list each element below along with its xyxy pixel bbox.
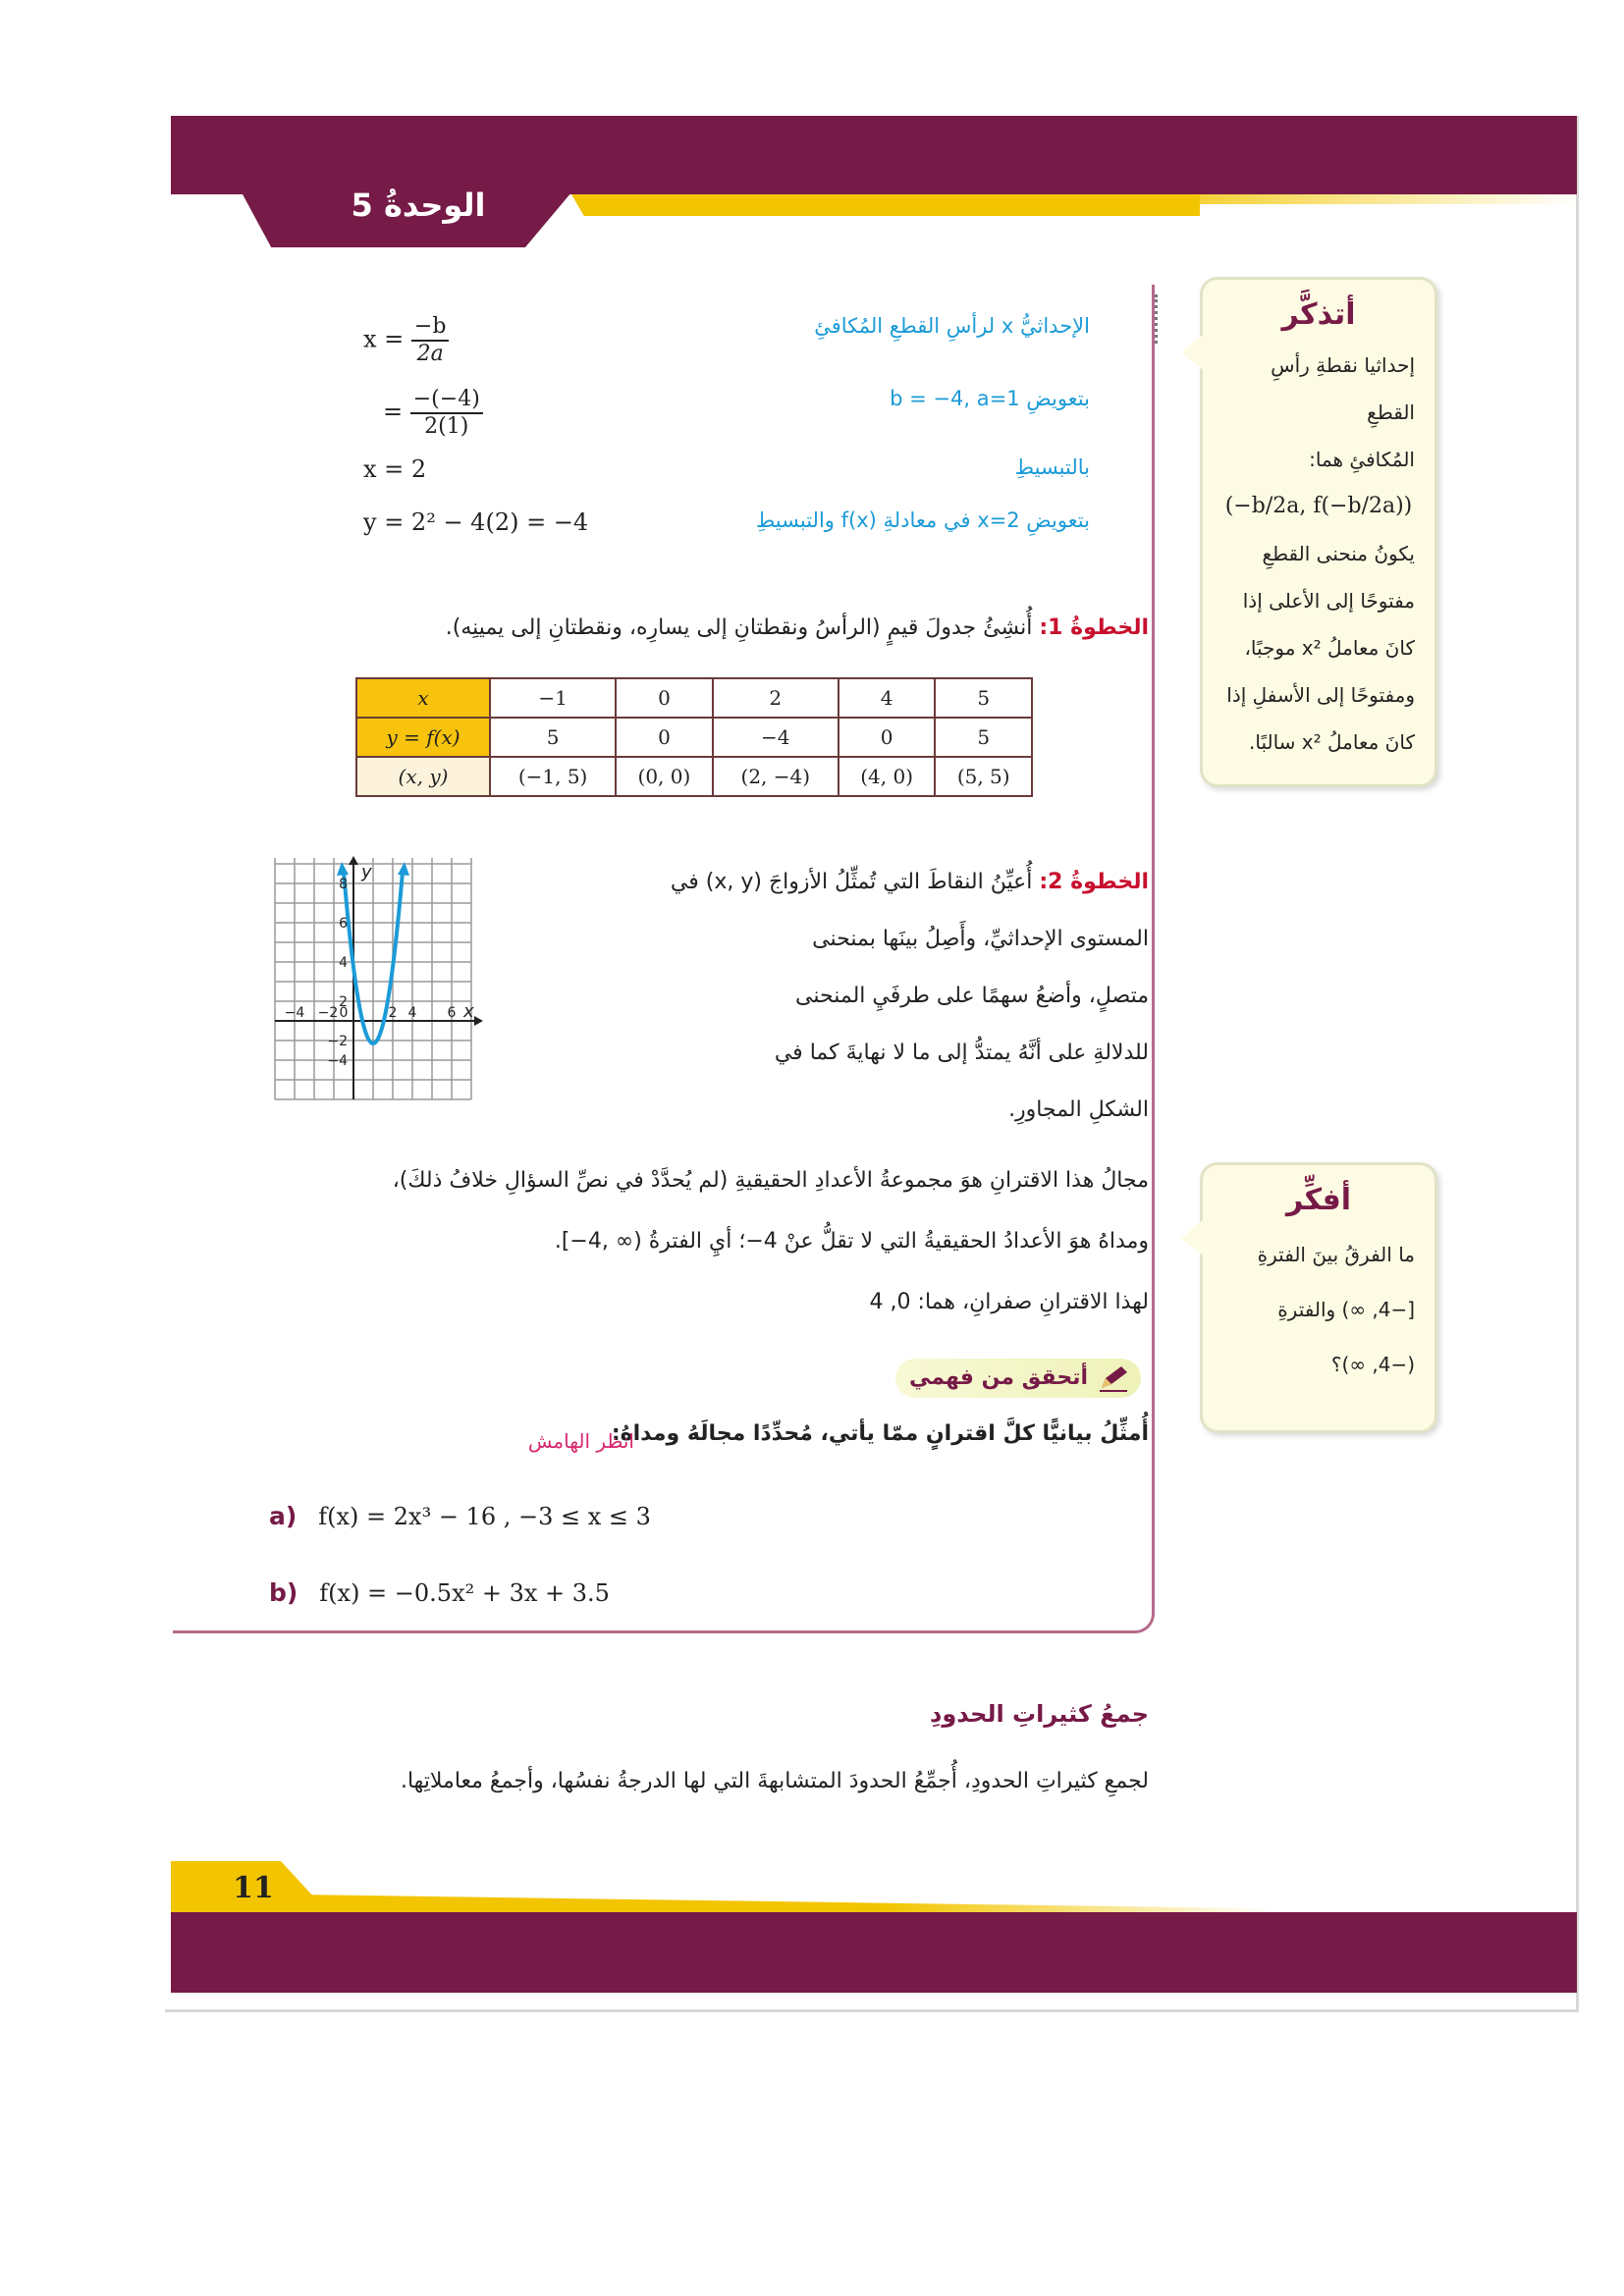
- exercise-b: [269, 1578, 610, 1607]
- think-box: [1200, 1162, 1437, 1433]
- domain-range-text: [265, 1150, 1149, 1333]
- zeros-line: لهذا الاقترانِ صفرانِ، هما: 0, 4: [869, 1290, 1149, 1314]
- table-cell: (−1, 5): [490, 757, 616, 796]
- remember-box: [1200, 277, 1437, 787]
- fraction: $\frac{-(-4)}{2(1)}$: [410, 387, 483, 440]
- y-tick-label: 2: [339, 994, 348, 1010]
- exercise-letter: b): [269, 1578, 298, 1607]
- table-cell: 0: [839, 718, 936, 757]
- table-header: (x, y): [356, 757, 490, 796]
- section-title: جمعُ كثيراتِ الحدودِ: [930, 1700, 1149, 1728]
- y-tick-label: 8: [339, 877, 348, 892]
- step-2-line: متصلٍ، وأضعُ سهمًا على طرفَيِ المنحنى: [795, 984, 1149, 1008]
- table-cell: (5, 5): [935, 757, 1032, 796]
- x-tick-label: 6: [447, 1005, 457, 1021]
- table-cell: 0: [616, 678, 713, 718]
- x-axis-arrow: [474, 1016, 483, 1026]
- check-banner-title: أتحقق من فهمي: [909, 1365, 1088, 1390]
- table-header: y = f(x): [356, 718, 490, 757]
- remember-line: ومفتوحًا إلى الأسفلِ إذا: [1226, 683, 1415, 707]
- table-row: [356, 678, 1032, 718]
- vertex-formula-text: (−b/2a, f(−b/2a)): [1224, 494, 1413, 518]
- derivation-row-1: [363, 302, 1090, 366]
- table-cell: −1: [490, 678, 616, 718]
- margin-note: انظر الهامش: [527, 1429, 634, 1453]
- y-axis-label: y: [361, 862, 372, 882]
- exercise-expression: f(x) = −0.5x² + 3x + 3.5: [319, 1579, 610, 1607]
- y-tick-label: 4: [339, 955, 348, 971]
- table-row: [356, 718, 1032, 757]
- footer-band: [171, 1912, 1577, 1993]
- table-cell: −4: [713, 718, 839, 757]
- think-text: [1203, 1217, 1435, 1392]
- derivation-math: x = 2: [363, 455, 427, 483]
- think-line: ما الفرقُ بينَ الفترةِ: [1257, 1243, 1415, 1266]
- remember-title: أتذكَّر: [1281, 297, 1356, 332]
- table-cell: (2, −4): [713, 757, 839, 796]
- section-text: لجمعِ كثيراتِ الحدودِ، أُجمِّعُ الحدودَ المتشابهةَ التي لها الدرجةُ نفسُها، وأجمعُ معاملاتِها.: [400, 1769, 1149, 1793]
- remember-text: [1203, 332, 1435, 766]
- check-understanding-banner: [895, 1359, 1141, 1398]
- remember-line: كانَ معاملُ x² موجبًا،: [1244, 636, 1415, 660]
- table-cell: 5: [490, 718, 616, 757]
- x-tick-label: 4: [407, 1005, 417, 1021]
- table-header: x: [356, 678, 490, 718]
- exercise-letter: a): [269, 1502, 298, 1530]
- x-tick-label: −2: [317, 1005, 339, 1021]
- x-tick-label: −4: [284, 1005, 305, 1021]
- range-line: ومداهُ هوَ الأعدادُ الحقيقيةُ التي لا تقلُّ عنْ 4−؛ أيِ الفترةُ (∞ ,4−].: [554, 1229, 1149, 1254]
- check-prompt: أُمثِّلُ بيانيًّا كلَّ اقترانٍ ممّا يأتي، مُحدِّدًا مجالَهُ ومداهُ:: [611, 1421, 1149, 1446]
- think-line: (−4, ∞)؟: [1330, 1353, 1415, 1376]
- step-2-line: الشكلِ المجاورِ.: [1008, 1097, 1149, 1122]
- derivation-math: = $\frac{-(-4)}{2(1)}$: [383, 387, 483, 440]
- derivation-row-4: [363, 505, 1090, 550]
- derivation-math: x = $\frac{-b}{2a}$: [363, 314, 449, 367]
- derivation-label: بالتبسيطِ: [1014, 455, 1090, 479]
- remember-line: يكونُ منحنى القطعِ: [1262, 542, 1415, 565]
- remember-line: مفتوحًا إلى الأعلى إذا: [1242, 589, 1415, 613]
- table-row: [356, 757, 1032, 796]
- step-1-text: أُنشِئُ جدولَ قيمٍ (الرأسُ ونقطتانِ إلى يسارِه، ونقطتانِ إلى يمينِه).: [445, 615, 1033, 640]
- step-2-line: المستوى الإحداثيِّ، وأَصِلُ بينَها بمنحنى: [812, 927, 1149, 951]
- parabola-graph: [273, 856, 485, 1101]
- values-table: [355, 677, 1033, 797]
- derivation-row-3: [363, 452, 1090, 497]
- derivation-math: y = 2² − 4(2) = −4: [363, 508, 589, 536]
- step-2-line: للدلالةِ على أنَّهُ يمتدُّ إلى ما لا نهايةَ كما في: [774, 1041, 1149, 1065]
- derivation-row-2: [383, 379, 1090, 439]
- vertex-formula: [1222, 483, 1415, 530]
- exercise-expression: f(x) = 2x³ − 16 , −3 ≤ x ≤ 3: [318, 1503, 651, 1530]
- domain-line: مجالُ هذا الاقترانِ هوَ مجموعةُ الأعدادِ الحقيقيةِ (لم يُحدَّدْ في نصِّ السؤالِ خلافُ ذلكَ)،: [392, 1168, 1149, 1193]
- step-2-label: الخطوةُ 2:: [1039, 870, 1149, 894]
- table-cell: 2: [713, 678, 839, 718]
- step-2: [569, 854, 1149, 1139]
- step-1: [353, 601, 1149, 656]
- x-tick-label: 2: [388, 1005, 398, 1021]
- derivation-label: الإحداثيُّ x لرأسِ القطعِ المُكافئِ: [814, 314, 1090, 338]
- table-cell: (4, 0): [839, 757, 936, 796]
- table-cell: 4: [839, 678, 936, 718]
- table-cell: (0, 0): [616, 757, 713, 796]
- y-tick-label: −2: [327, 1034, 348, 1049]
- page-number: 11: [233, 1871, 274, 1905]
- derivation-label: بتعويضِ b = −4, a=1: [890, 387, 1090, 410]
- unit-title: الوحدةُ 5: [351, 187, 486, 224]
- derivation-label: بتعويضِ x=2 في معادلةِ f(x) والتبسيطِ: [755, 508, 1090, 532]
- table-cell: 0: [616, 718, 713, 757]
- remember-line: المُكافئِ هما:: [1309, 448, 1415, 471]
- step-1-label: الخطوةُ 1:: [1039, 615, 1149, 640]
- pencil-icon: [1098, 1364, 1131, 1392]
- think-title: أفكِّر: [1285, 1183, 1352, 1217]
- y-tick-label: 6: [339, 916, 348, 932]
- table-cell: 5: [935, 678, 1032, 718]
- fraction: $\frac{-b}{2a}$: [411, 314, 450, 367]
- remember-line: إحداثيا نقطةِ رأسِ القطعِ: [1271, 353, 1415, 424]
- think-line: [−4, ∞) والفترةِ: [1277, 1298, 1415, 1321]
- exercise-a: [269, 1502, 651, 1530]
- step-2-line: الخطوةُ 2: أُعيِّنُ النقاطَ التي تُمثِّلُ الأزواجَ (x, y) في: [670, 870, 1149, 894]
- remember-line: كانَ معاملُ x² سالبًا.: [1249, 730, 1415, 754]
- dotted-separator: [1155, 294, 1158, 344]
- header-gold-fade: [1090, 194, 1581, 204]
- table-cell: 5: [935, 718, 1032, 757]
- x-tick-label: 0: [339, 1005, 349, 1021]
- y-tick-label: −4: [327, 1053, 348, 1069]
- x-axis-label: x: [463, 1001, 474, 1022]
- y-axis-arrow: [349, 856, 358, 865]
